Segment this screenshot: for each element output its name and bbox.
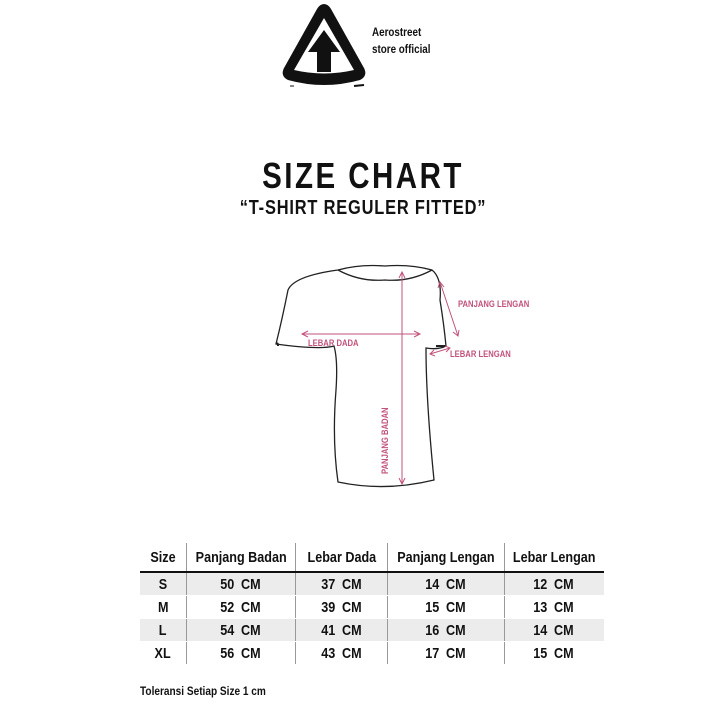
cell-lebar-lengan: 14 CM (505, 619, 604, 642)
table-header-row (140, 543, 604, 572)
cell-size: S (140, 572, 187, 596)
cell-lebar-dada: 41 CM (296, 619, 388, 642)
tolerance-note: Toleransi Setiap Size 1 cm (140, 684, 266, 698)
header-panjang-lengan: Panjang Lengan (388, 543, 505, 572)
cell-lebar-dada: 43 CM (296, 642, 388, 665)
brand-line-1: Aerostreet (372, 25, 422, 39)
cell-panjang-badan: 56 CM (187, 642, 296, 665)
tshirt-collar (338, 270, 432, 280)
header-lebar-dada: Lebar Dada (296, 543, 388, 572)
cell-panjang-lengan: 15 CM (388, 596, 505, 619)
cell-size: M (140, 596, 187, 619)
size-table (140, 543, 604, 665)
cell-panjang-lengan: 16 CM (388, 619, 505, 642)
header-panjang-badan: Panjang Badan (187, 543, 296, 572)
brand-line-2: store official (372, 42, 431, 56)
page-title: SIZE CHART (262, 155, 464, 196)
cell-size: XL (140, 642, 187, 665)
cell-panjang-lengan: 17 CM (388, 642, 505, 665)
header-lebar-lengan: Lebar Lengan (505, 543, 604, 572)
table-row (140, 596, 604, 619)
cell-lebar-lengan: 12 CM (505, 572, 604, 596)
aerostreet-logo-icon (276, 0, 372, 92)
table-row (140, 572, 604, 596)
cell-size: L (140, 619, 187, 642)
page-subtitle: “T-SHIRT REGULER FITTED” (239, 197, 487, 219)
cell-panjang-lengan: 14 CM (388, 572, 505, 596)
tshirt-outline (276, 266, 446, 487)
panjang-lengan-line (440, 282, 458, 336)
table-row (140, 619, 604, 642)
label-lebar-dada: LEBAR DADA (308, 338, 359, 348)
cell-lebar-dada: 37 CM (296, 572, 388, 596)
label-panjang-badan: PANJANG BADAN (380, 407, 390, 474)
cell-panjang-badan: 50 CM (187, 572, 296, 596)
cell-lebar-lengan: 15 CM (505, 642, 604, 665)
brand-name (372, 24, 431, 58)
cell-panjang-badan: 52 CM (187, 596, 296, 619)
table-row (140, 642, 604, 665)
cell-panjang-badan: 54 CM (187, 619, 296, 642)
cell-lebar-dada: 39 CM (296, 596, 388, 619)
label-panjang-lengan: PANJANG LENGAN (458, 299, 530, 309)
brand-logo (276, 0, 476, 92)
label-lebar-lengan: LEBAR LENGAN (450, 349, 511, 359)
header-size: Size (140, 543, 187, 572)
cell-lebar-lengan: 13 CM (505, 596, 604, 619)
